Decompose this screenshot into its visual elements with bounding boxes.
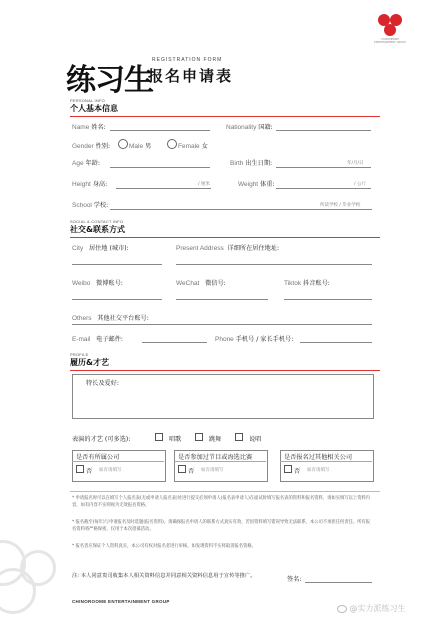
gender-female-radio[interactable]: [167, 139, 177, 149]
gender-label: Gender 性别:: [72, 143, 111, 150]
ghost-logo-graphic: [0, 530, 60, 620]
section-personal-title: 个人基本信息: [70, 104, 118, 113]
section-social-title: 社交&联系方式: [70, 225, 125, 234]
talent-dance-label: 跳舞: [209, 436, 222, 443]
height-field[interactable]: [116, 188, 211, 189]
birth-field[interactable]: [276, 167, 371, 168]
email-field[interactable]: [142, 342, 207, 343]
talent-dance-checkbox[interactable]: [195, 433, 203, 441]
section-divider: [70, 237, 380, 238]
address-label: Present Address 详细所在居住地址:: [176, 245, 280, 252]
weibo-icon: [337, 605, 347, 613]
birth-label: Birth 出生日期:: [230, 160, 273, 167]
show-question: 是否参加过节目或海选比赛: [178, 454, 253, 461]
tiktok-label: Tiktok 抖音账号:: [284, 280, 330, 287]
section-profile-title: 履历&才艺: [70, 358, 109, 367]
other-company-question: 是否报名过其他相关公司: [284, 454, 353, 461]
logo-caption: CHIXOMEPINE ENTERTAINMENT GROUP: [374, 38, 406, 44]
specialty-label: 特长及爱好:: [86, 380, 120, 387]
talent-rap-checkbox[interactable]: [235, 433, 243, 441]
talent-rap-label: 说唱: [249, 436, 262, 443]
address-field[interactable]: [176, 264, 372, 265]
weibo-field[interactable]: [72, 299, 162, 300]
talent-label: 表演的才艺 (可多选):: [72, 436, 131, 443]
age-field[interactable]: [110, 167, 210, 168]
section-social-en: SOCIAL & CONTACT INFO: [70, 219, 124, 224]
wechat-field[interactable]: [176, 299, 268, 300]
gender-male-radio[interactable]: [118, 139, 128, 149]
section-divider: [70, 370, 380, 371]
others-label: Others 其他社交平台账号:: [72, 315, 149, 322]
company-no-label: 否: [86, 468, 93, 475]
declaration-text: 注: 本人同意贵司收集本人相关资料信息并同意相关资料信息用于宣传等推广。: [72, 573, 256, 579]
wechat-label: WeChat 微信号:: [176, 280, 226, 287]
show-no-label: 否: [188, 468, 195, 475]
company-no-checkbox[interactable]: [76, 465, 84, 473]
city-label: City 居住地 (城市):: [72, 245, 129, 252]
company-logo: [370, 12, 410, 46]
name-field[interactable]: [110, 130, 210, 131]
age-label: Age 年龄:: [72, 160, 100, 167]
email-label: E-mail 电子邮件:: [72, 336, 123, 343]
tiktok-field[interactable]: [284, 299, 372, 300]
name-label: Name 姓名:: [72, 124, 106, 131]
weight-unit: / 公斤: [354, 182, 366, 187]
title-zh-sub: 报名申请表: [148, 67, 234, 85]
nationality-label: Nationality 国籍:: [226, 124, 273, 131]
footer-brand: CHINOROOME ENTERTAINMENT GROUP: [72, 599, 170, 604]
note-3: * 报名者应保证个人资料真实，本公司有权对报名者进行审核，如发现资料不实将取消报名资格。: [72, 544, 256, 549]
phone-field[interactable]: [300, 342, 372, 343]
watermark: @实力派练习生: [337, 603, 406, 614]
title-en-sub: REGISTRATION FORM: [152, 57, 223, 63]
other-company-no-label: 否: [294, 468, 301, 475]
city-field[interactable]: [72, 264, 162, 265]
signature-field[interactable]: [305, 582, 372, 583]
show-no-checkbox[interactable]: [178, 465, 186, 473]
notes-divider: [70, 491, 380, 492]
signature-label: 签名:: [287, 576, 302, 583]
note-2: * 报名截至(每年)与申请报名及时选题(报名资料)。请确保报名申请人的联系方式真实有效，若因资料填写错误导致无法联系，本公司不承担任何责任。所有报名资料将严格保密，仅用于本次招募活动。: [72, 520, 371, 532]
weibo-label: Weibo 微博账号:: [72, 280, 123, 287]
gender-male-label: Male 男: [129, 143, 152, 150]
school-label: School 学校:: [72, 202, 109, 209]
talent-sing-checkbox[interactable]: [155, 433, 163, 441]
weight-label: Weight 体重:: [238, 181, 275, 188]
school-field[interactable]: [110, 209, 372, 210]
show-hint: 如有请填写: [201, 468, 224, 473]
height-label: Height 身高:: [72, 181, 108, 188]
section-profile-en: PROFILE: [70, 352, 89, 357]
section-personal-en: PERSONAL INFO: [70, 98, 105, 103]
talent-sing-label: 唱歌: [169, 436, 182, 443]
school-hint: 所读学校 / 毕业学校: [320, 203, 361, 208]
note-1: * 申请报名时可以在填写个人报名表(无或申请人报名表)处进行提交必须申请人(报名表申请人)在面试时填写报名表的资料和报名资料，请如实填写以上资料内容，如有内容不实则视为无效报名资格。: [72, 496, 371, 508]
gender-female-label: Female 女: [178, 143, 208, 150]
section-divider: [70, 116, 380, 117]
company-hint: 如有请填写: [99, 468, 122, 473]
height-unit: / 厘米: [198, 182, 210, 187]
birth-unit: 年/月/日: [347, 161, 364, 166]
other-company-no-checkbox[interactable]: [284, 465, 292, 473]
other-company-hint: 如有请填写: [307, 468, 330, 473]
title-main: 练习生: [66, 63, 153, 98]
phone-label: Phone 手机号 / 家长手机号:: [215, 336, 294, 343]
company-question: 是否有所属公司: [76, 454, 120, 461]
weight-field[interactable]: [276, 188, 371, 189]
nationality-field[interactable]: [276, 130, 371, 131]
others-field[interactable]: [72, 324, 372, 325]
